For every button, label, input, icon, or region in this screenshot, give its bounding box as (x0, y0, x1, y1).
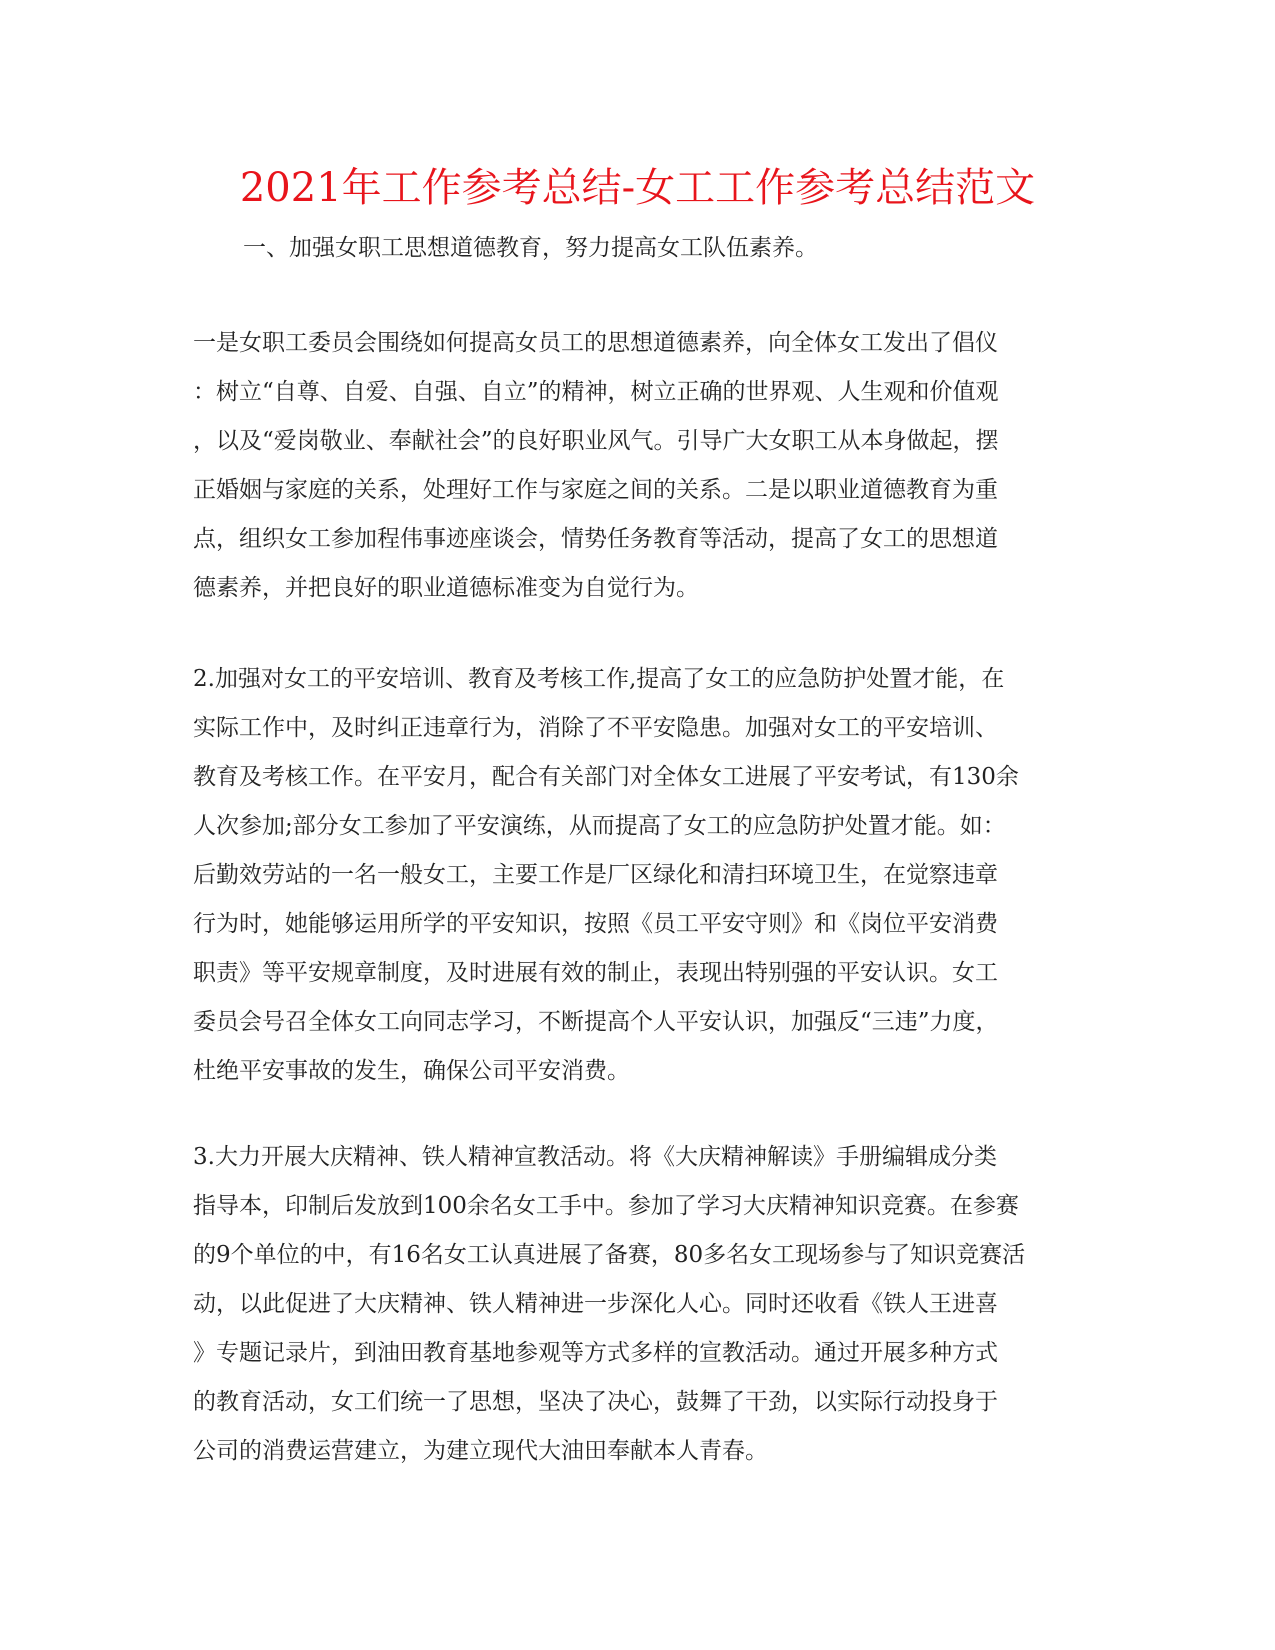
paragraph-line: 一是女职工委员会围绕如何提高女员工的思想道德素养，向全体女工发出了倡仪 (193, 330, 998, 356)
paragraph-line: 正婚姻与家庭的关系，处理好工作与家庭之间的关系。二是以职业道德教育为重 (193, 477, 998, 503)
paragraph-line: 委员会号召全体女工向同志学习，不断提高个人平安认识，加强反“三违”力度， (193, 1009, 999, 1035)
paragraph-line: 教育及考核工作。在平安月，配合有关部门对全体女工进展了平安考试，有130余 (193, 764, 1019, 790)
paragraph-line: ：树立“自尊、自爱、自强、自立”的精神，树立正确的世界观、人生观和价值观 (193, 379, 999, 405)
paragraph-line: 职责》等平安规章制度，及时进展有效的制止，表现出特别强的平安认识。女工 (193, 960, 998, 986)
paragraph-line: 指导本，印制后发放到100余名女工手中。参加了学习大庆精神知识竞赛。在参赛 (193, 1193, 1019, 1219)
paragraph-line: 点，组织女工参加程伟事迹座谈会，情势任务教育等活动，提高了女工的思想道 (193, 526, 998, 552)
paragraph-line: 杜绝平安事故的发生，确保公司平安消费。 (193, 1058, 630, 1084)
paragraph-line: 德素养，并把良好的职业道德标准变为自觉行为。 (193, 575, 699, 601)
paragraph-2 (193, 655, 1079, 1096)
paragraph-3 (193, 1133, 1079, 1476)
paragraph-line: 公司的消费运营建立，为建立现代大油田奉献本人青春。 (193, 1438, 768, 1464)
paragraph-line: 实际工作中，及时纠正违章行为，消除了不平安隐患。加强对女工的平安培训、 (193, 715, 998, 741)
paragraph-line: 后勤效劳站的一名一般女工，主要工作是厂区绿化和清扫环境卫生，在觉察违章 (193, 862, 998, 888)
paragraph-line: 》专题记录片，到油田教育基地参观等方式多样的宣教活动。通过开展多种方式 (193, 1340, 998, 1366)
paragraph-line: 的教育活动，女工们统一了思想，坚决了决心，鼓舞了干劲，以实际行动投身于 (193, 1389, 998, 1415)
document-title: 2021年工作参考总结-女工工作参考总结范文 (239, 165, 1036, 211)
paragraph-line: 2.加强对女工的平安培训、教育及考核工作,提高了女工的应急防护处置才能，在 (193, 666, 1005, 692)
paragraph-line: 3.大力开展大庆精神、铁人精神宣教活动。将《大庆精神解读》手册编辑成分类 (193, 1144, 997, 1170)
paragraph-line: 人次参加;部分女工参加了平安演练，从而提高了女工的应急防护处置才能。如： (193, 813, 1006, 839)
paragraph-line: 动，以此促进了大庆精神、铁人精神进一步深化人心。同时还收看《铁人王进喜 (193, 1291, 998, 1317)
section-heading: 一、加强女职工思想道德教育，努力提高女工队伍素养。 (243, 235, 818, 261)
paragraph-line: ，以及“爱岗敬业、奉献社会”的良好职业风气。引导广大女职工从本身做起，摆 (193, 428, 999, 454)
paragraph-line: 行为时，她能够运用所学的平安知识，按照《员工平安守则》和《岗位平安消费 (193, 911, 998, 937)
paragraph-1 (193, 319, 1079, 613)
paragraph-line: 的9个单位的中，有16名女工认真进展了备赛，80多名女工现场参与了知识竞赛活 (193, 1242, 1026, 1268)
